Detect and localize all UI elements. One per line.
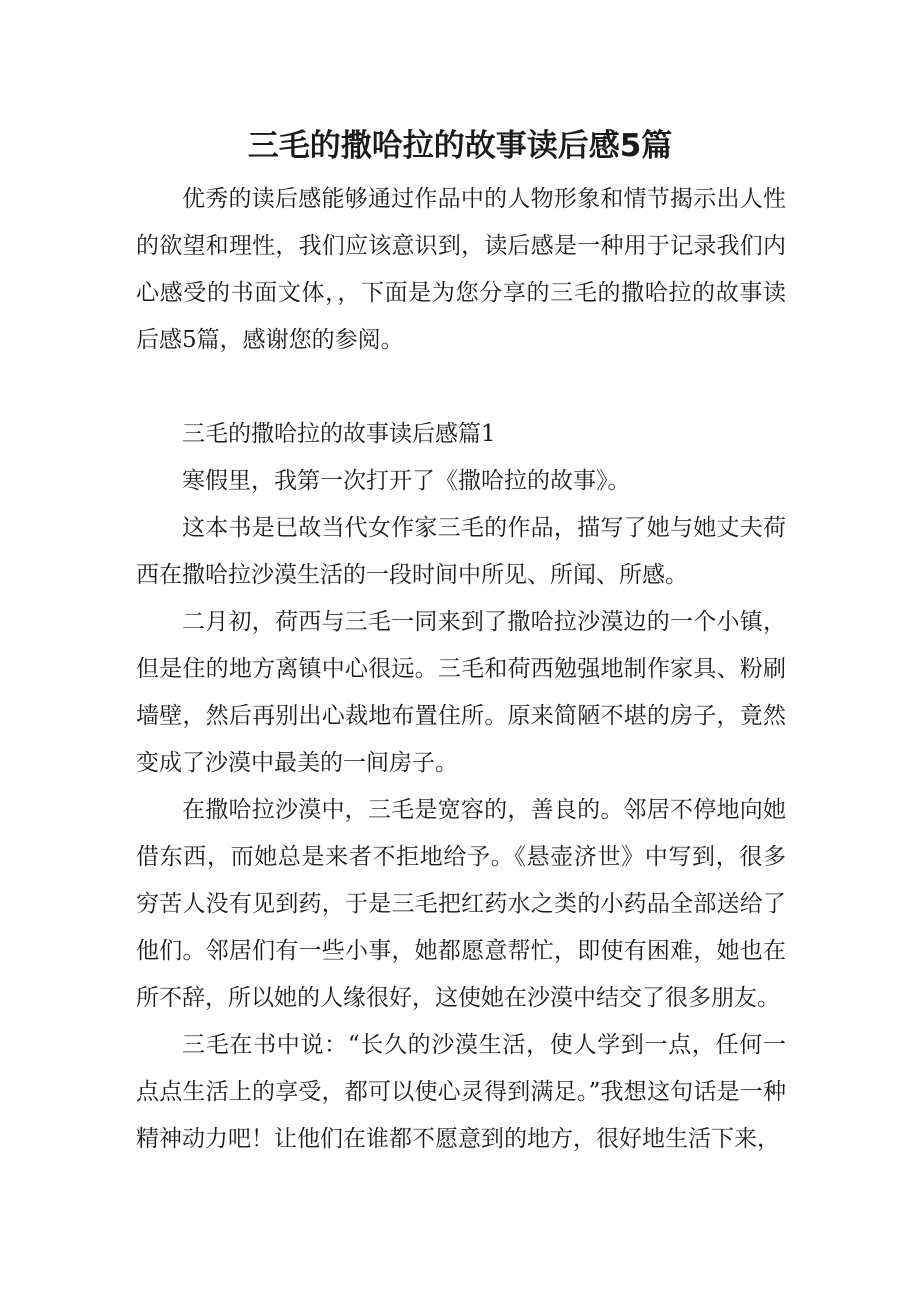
body-paragraph: 三毛在书中说：“长久的沙漠生活，使人学到一点，任何一点点生活上的享受，都可以使心灵得到满足。”我想这句话是一种精神动力吧！让他们在谁都不愿意到的地方，很好地生活下来， <box>136 1032 786 1152</box>
body-paragraph: 寒假里，我第一次打开了《撒哈拉的故事》。 <box>182 468 631 494</box>
section-gap <box>136 364 786 411</box>
body-paragraph: 在撒哈拉沙漠中，三毛是宽容的，善良的。邻居不停地向她借东西，而她总是来者不拒地给予。《悬壶济世》中写到，很多穷苦人没有见到药，于是三毛把红药水之类的小药品全部送给了他们。邻居们有一些小事，她都愿意帮忙，即使有困难，她也在所不辞，所以她的人缘很好，这使她在沙漠中结交了很多朋友。 <box>136 797 786 1011</box>
section-heading: 三毛的撒哈拉的故事读后感篇1 <box>182 421 496 447</box>
document-body <box>136 176 786 1163</box>
intro-paragraph: 优秀的读后感能够通过作品中的人物形象和情节揭示出人性的欲望和理性，我们应该意识到，读后感是一种用于记录我们内心感受的书面文体，，下面是为您分享的三毛的撒哈拉的故事读后感5篇，感谢您的参阅。 <box>136 186 786 353</box>
document-title: 三毛的撒哈拉的故事读后感5篇 <box>247 128 673 164</box>
body-paragraph: 这本书是已故当代女作家三毛的作品，描写了她与她丈夫荷西在撒哈拉沙漠生活的一段时间中所见、所闻、所感。 <box>136 515 786 588</box>
body-paragraph: 二月初，荷西与三毛一同来到了撒哈拉沙漠边的一个小镇，但是住的地方离镇中心很远。三毛和荷西勉强地制作家具、粉刷墙壁，然后再别出心裁地布置住所。原来简陋不堪的房子，竟然变成了沙漠中最美的一间房子。 <box>136 609 786 776</box>
